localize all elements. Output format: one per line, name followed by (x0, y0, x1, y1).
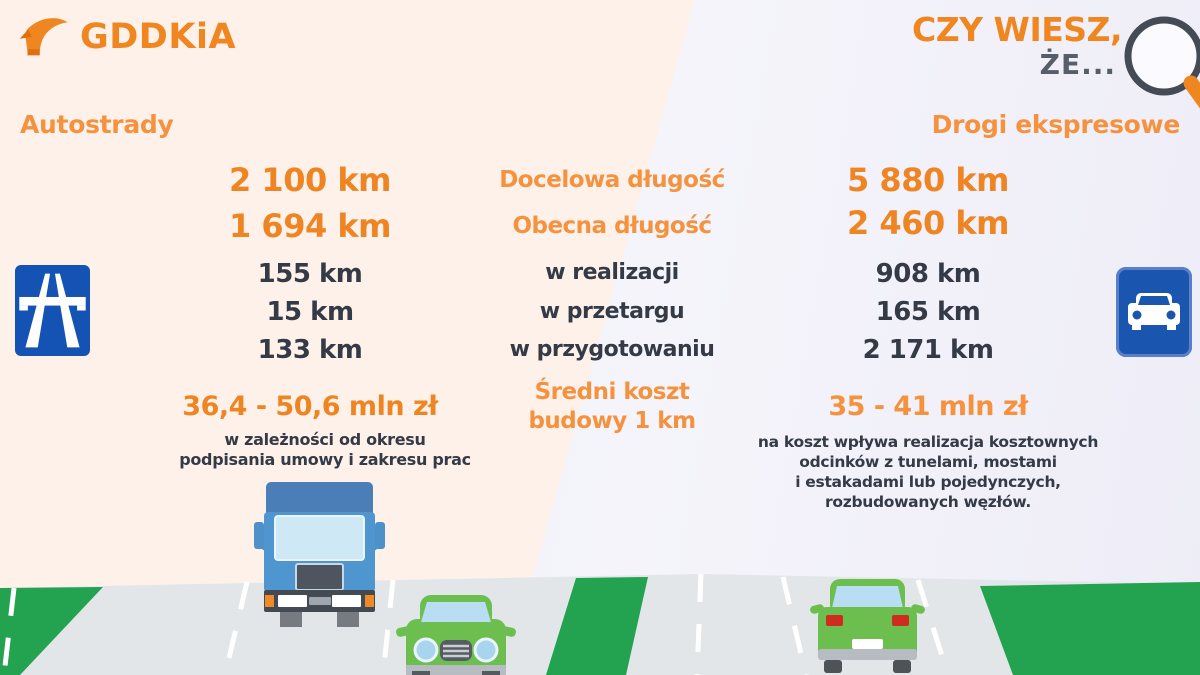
expressway-sign-icon (1116, 267, 1192, 357)
green-car-rear-icon (810, 577, 925, 675)
autostrady-in-tender: 15 km (266, 297, 354, 327)
section-title-autostrady: Autostrady (20, 110, 174, 139)
label-in-tender: w przetargu (539, 299, 685, 324)
grass-right (980, 582, 1200, 675)
brand-name: GDDKiA (80, 17, 237, 57)
blue-truck-front-icon (252, 478, 387, 628)
label-average-cost-line1: Średni koszt (534, 379, 690, 405)
ekspresowe-note-line2: odcinków z tunelami, mostami (799, 453, 1057, 471)
ekspresowe-note-line4: rozbudowanych węzłów. (825, 493, 1031, 511)
autostrady-target-length: 2 100 km (229, 161, 391, 199)
autostrady-in-progress: 155 km (257, 259, 363, 289)
section-title-drogi-ekspresowe: Drogi ekspresowe (931, 110, 1180, 139)
ekspresowe-target-length: 5 880 km (847, 161, 1009, 199)
label-in-progress: w realizacji (545, 260, 679, 285)
tagline-line2: ŻE... (1039, 48, 1116, 82)
tagline (802, 12, 1122, 82)
ekspresowe-in-tender: 165 km (875, 297, 981, 327)
magnifying-glass-icon (1118, 8, 1200, 118)
ekspresowe-note (748, 432, 1108, 512)
autostrady-cost: 36,4 - 50,6 mln zł (182, 391, 438, 422)
ekspresowe-note-line1: na koszt wpływa realizacja kosztownych (757, 433, 1099, 451)
autostrady-note-line1: w zależności od okresu (224, 430, 426, 449)
label-current-length: Obecna długość (512, 213, 712, 239)
green-car-front-icon (396, 593, 516, 675)
autostrady-note (165, 430, 485, 470)
label-average-cost-line2: budowy 1 km (528, 408, 696, 434)
ekspresowe-cost: 35 - 41 mln zł (828, 391, 1028, 422)
autostrady-current-length: 1 694 km (229, 207, 391, 245)
ekspresowe-in-preparation: 2 171 km (862, 335, 994, 365)
gddkia-logo-icon (18, 14, 70, 60)
label-target-length: Docelowa długość (499, 167, 725, 193)
road-strip (0, 570, 1200, 675)
label-in-preparation: w przygotowaniu (509, 337, 715, 362)
autostrady-in-preparation: 133 km (257, 335, 363, 365)
tagline-line1: CZY WIESZ, (912, 10, 1122, 49)
label-average-cost (462, 378, 762, 436)
ekspresowe-in-progress: 908 km (875, 259, 981, 289)
ekspresowe-current-length: 2 460 km (847, 204, 1009, 242)
ekspresowe-note-line3: i estakadami lub pojedynczych, (795, 473, 1061, 491)
motorway-sign-icon (15, 265, 90, 356)
gddkia-logo (18, 14, 236, 60)
autostrady-note-line2: podpisania umowy i zakresu prac (179, 450, 471, 469)
